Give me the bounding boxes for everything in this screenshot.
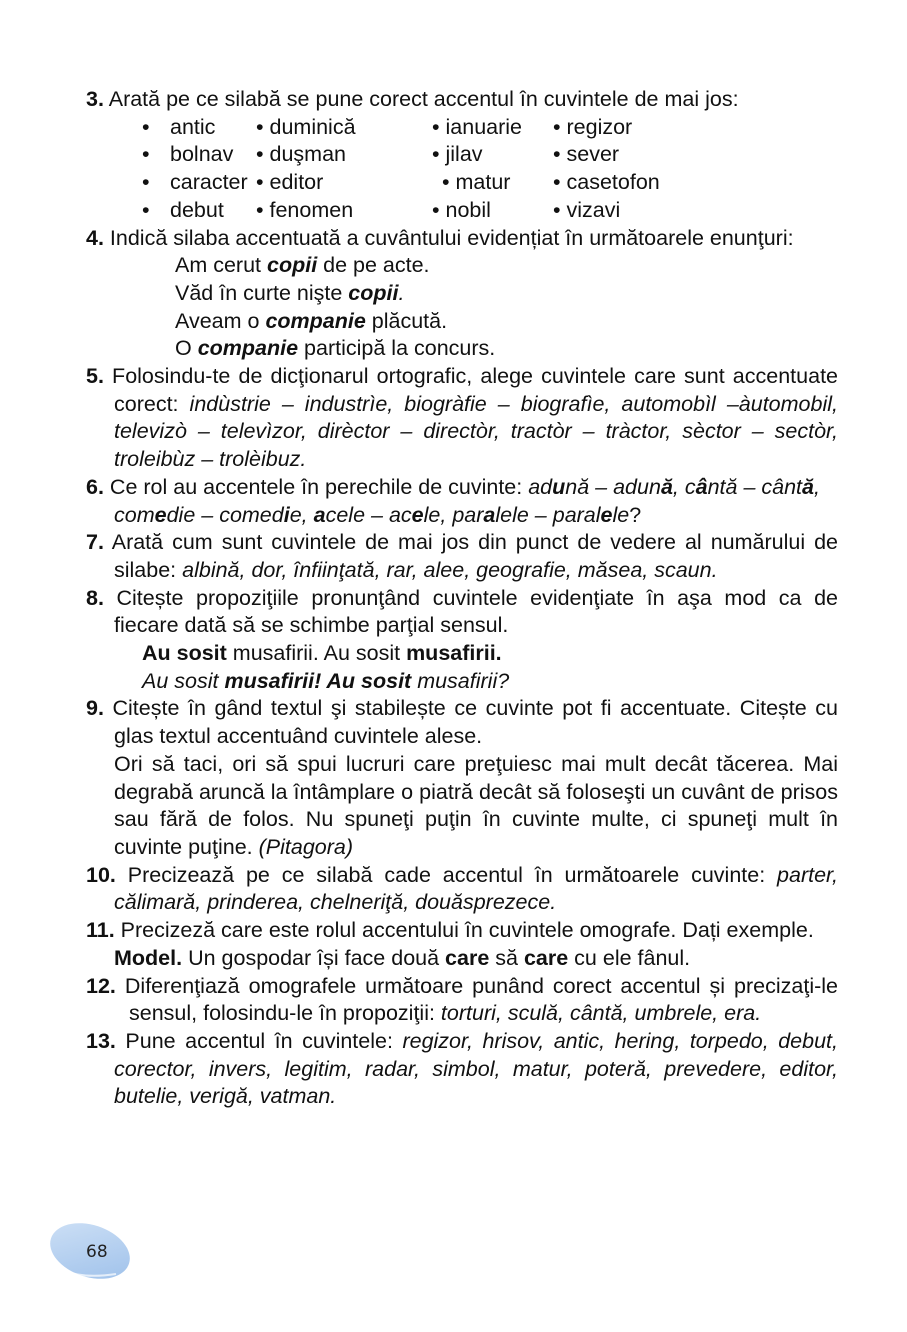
exercise-text: Precizează pe ce silabă cade accentul în următoarele cuvinte: [115, 862, 778, 887]
word-item: • nobil [432, 197, 491, 222]
exercise-text: Precizeză care este rolul accentului în cuvintele omografe. Dați exemple. [114, 918, 814, 943]
word-item: caracter [170, 170, 248, 195]
exercise-number: 7. [86, 530, 104, 555]
word-item: • fenomen [256, 197, 354, 222]
exercise-number: 4. [86, 225, 104, 250]
exercise-words: torturi, sculă, cântă, umbrele, era. [440, 1001, 762, 1026]
word-pair: acele – acele, [313, 502, 453, 527]
page-content [86, 86, 838, 1111]
exercise-8 [86, 585, 838, 696]
word-list [86, 114, 838, 225]
word-pair: adună – adună, [528, 474, 685, 499]
example-sentences [86, 640, 838, 695]
word-item: antic [170, 114, 216, 139]
word-item: • matur [442, 170, 511, 195]
sentence-line: Au sosit musafirii! Au sosit musafirii? [142, 668, 510, 693]
bullet-icon: • [142, 170, 150, 195]
word-item: bolnav [170, 142, 234, 167]
exercise-6: 6. Ce rol au accentele în perechile de cuvinte: adună – adună, cântă – cântă, comedie – comedie, acele – acele, paralele – paralele? [86, 474, 820, 527]
model-sentence: Model. Un gospodar își face două care să care cu ele fânul. [114, 945, 691, 970]
exercise-words: regizor, hrisov, antic, hering, torpedo, debut, corector, invers, legitim, radar, simbol, matur, poteră, prevedere, editor, butelie, verigă, vatman. [114, 1028, 838, 1109]
exercise-number: 3. [86, 87, 104, 111]
word-item: debut [170, 197, 224, 222]
page-number-badge [46, 1218, 134, 1280]
word-pair: cântă – cântă, [684, 474, 820, 499]
quote-text: Ori să taci, ori să spui lucruri care preţuiesc mai mult decât tăcerea. Mai degrabă aruncă la întâmplare o piatră decât să foloseşti un cuvânt de prisos sau fără de folos. Nu spuneţi puţin în cuvinte multe, ci spuneţi mult în cuvinte puţine. (Pitagora) [114, 751, 838, 859]
exercise-text: Indică silaba accentuată a cuvântului evidențiat în următoarele enunţuri: [103, 225, 794, 250]
word-pair: paralele – paralele [452, 502, 630, 527]
sentence-line: Văd în curte nişte copii. [175, 280, 405, 305]
word-item: • regizor [553, 114, 633, 139]
exercise-text: Pune accentul în cuvintele: [115, 1028, 403, 1053]
exercise-5 [86, 363, 838, 474]
exercise-words: parter, călimară, prinderea, chelneriţă, douăsprezece. [114, 862, 838, 915]
exercise-number: 9. [86, 696, 104, 721]
exercise-number: 8. [86, 585, 104, 610]
sentence-line: Au sosit musafirii. Au sosit musafirii. [142, 641, 502, 666]
word-row [86, 114, 838, 142]
bullet-icon: • [142, 114, 150, 139]
exercise-number: 13. [86, 1028, 116, 1053]
bullet-icon: • [142, 197, 150, 222]
exercise-12 [86, 973, 838, 1028]
exercise-text: Folosindu-te de dicţionarul ortografic, alege cuvintele care sunt accentuate corect: [103, 364, 838, 416]
exercise-text: Arată cum sunt cuvintele de mai jos din punct de vedere al numărului de silabe: [103, 530, 838, 582]
word-item: • vizavi [553, 197, 621, 222]
exercise-4 [86, 225, 838, 364]
exercise-7 [86, 529, 838, 584]
exercise-10 [86, 862, 838, 917]
exercise-number: 5. [86, 364, 104, 389]
word-row [86, 141, 838, 169]
sentence-line: O companie participă la concurs. [175, 336, 496, 361]
word-item: • editor [256, 170, 324, 195]
word-row [86, 197, 838, 225]
word-pair: comedie – comedie, [114, 502, 314, 527]
exercise-11 [86, 917, 838, 972]
exercise-text: Arată pe ce silabă se pune corect accentul în cuvintele de mai jos: [103, 87, 739, 111]
exercise-number: 11. [86, 918, 115, 943]
exercise-words: indùstrie – industrìe, biogràfie – biografìe, automobìl –àutomobil, televizò – televìzor, dirèctor – directòr, tractòr – tràctor, sèctor – sectòr, troleibùz – trolèibuz. [114, 391, 838, 472]
word-row [86, 169, 838, 197]
exercise-text: Citește în gând textul şi stabilește ce cuvinte pot fi accentuate. Citește cu glas textul accentuând cuvintele alese. [103, 696, 838, 749]
quote-author: (Pitagora) [258, 834, 354, 859]
exercise-number: 12. [86, 973, 116, 998]
example-sentences [86, 252, 838, 363]
exercise-text: Diferenţiază omografele următoare punând corect accentul și precizaţi-le sensul, folosindu-le în propoziţii: [115, 973, 838, 1026]
bullet-icon: • [142, 142, 150, 167]
exercise-words: albină, dor, înfiinţată, rar, alee, geografie, măsea, scaun. [182, 557, 718, 582]
exercise-9 [86, 695, 838, 861]
exercise-3 [86, 86, 838, 225]
exercise-number: 6. [86, 474, 104, 499]
sentence-line: Aveam o companie plăcută. [175, 308, 448, 333]
exercise-number: 10. [86, 862, 116, 887]
exercise-13 [86, 1028, 838, 1111]
page-number: 68 [86, 1242, 108, 1262]
word-item: • casetofon [553, 170, 660, 195]
word-item: • jilav [432, 142, 483, 167]
word-item: • duşman [256, 142, 346, 167]
word-item: • ianuarie [432, 114, 522, 139]
exercise-text: Ce rol au accentele în perechile de cuvinte: [103, 474, 529, 499]
word-item: • sever [553, 142, 620, 167]
sentence-line: Am cerut copii de pe acte. [175, 253, 430, 278]
exercise-text: Citește propoziţiile pronunţând cuvintele evidenţiate în aşa mod ca de fiecare dată să se schimbe parţial sensul. [103, 585, 838, 638]
word-item: • duminică [256, 114, 356, 139]
